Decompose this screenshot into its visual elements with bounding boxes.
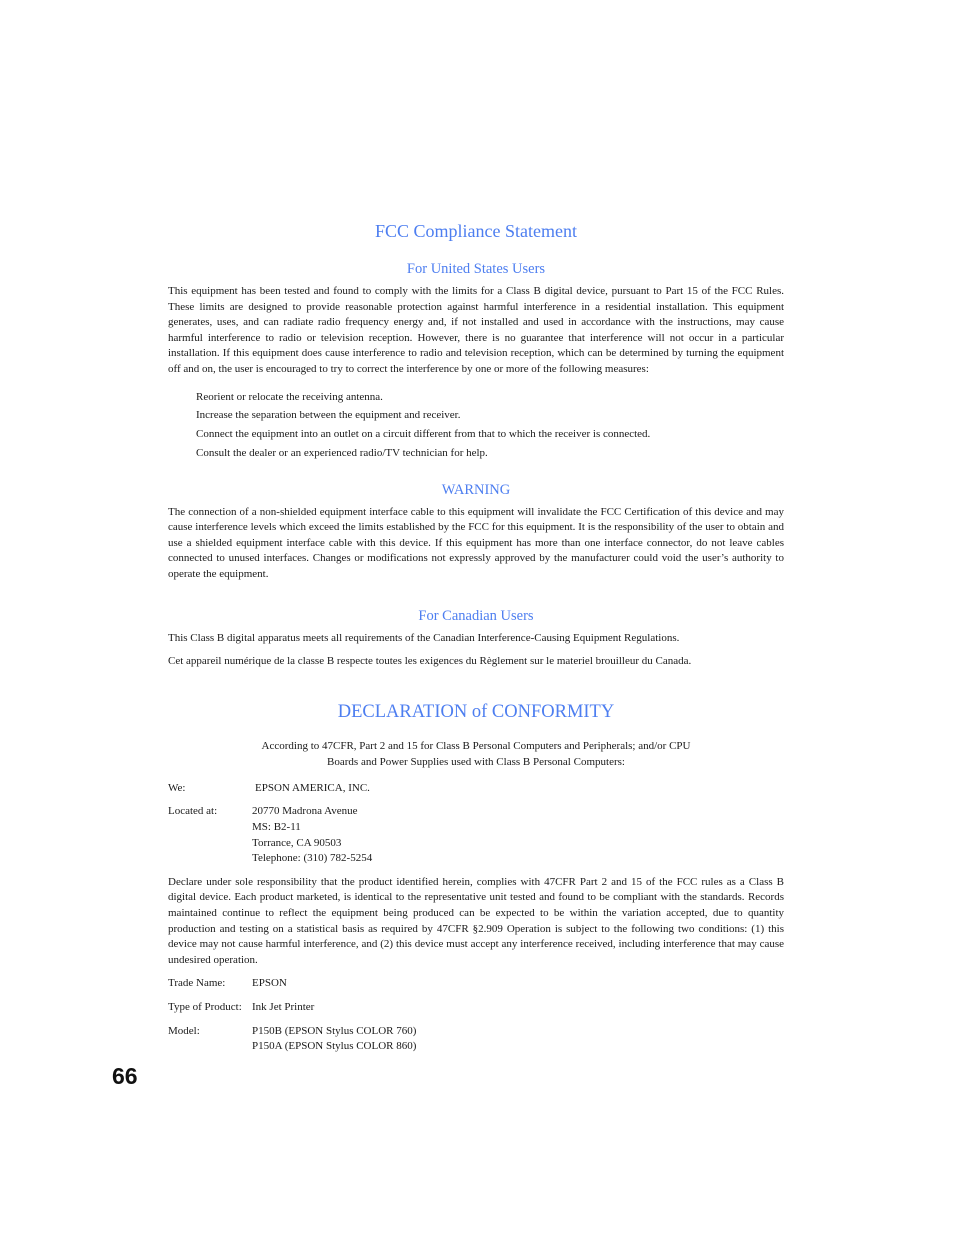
we-value: EPSON AMERICA, INC. [255,781,370,794]
model-list [252,1024,416,1055]
canadian-paragraph-en: This Class B digital apparatus meets all requirements of the Canadian Interference-Causing Equipment Regulations. [168,631,680,644]
declaration-intro-line2: Boards and Power Supplies used with Class B Personal Computers: [327,755,625,768]
trade-name-value: EPSON [252,977,287,990]
address-line: MS: B2-11 [252,820,301,833]
address-line: 20770 Madrona Avenue [252,805,358,818]
us-users-paragraph: This equipment has been tested and found to comply with the limits for a Class B digital device, pursuant to Part 15 of the FCC Rules. These limits are designed to provide reasonable protection against harmful interference in a residential installation. This equipment generates, uses, and can radiate radio frequency energy and, if not installed and used in accordance with the instructions, may cause harmful interference to radio or television reception. However, there is no guarantee that interference will not occur in a particular installation. If this equipment does cause interference to radio and television reception, which can be determined by turning the equipment off and on, the user is encouraged to try to correct the interference by one or more of the following measures: [168,285,784,375]
trade-name-row [168,976,784,992]
list-item: Connect the equipment into an outlet on a circuit different from that to which the receiver is connected. [196,427,651,440]
page-number: 66 [112,1063,138,1089]
canadian-paragraph-fr: Cet appareil numérique de la classe B respecte toutes les exigences du Règlement sur le materiel brouilleur du Canada. [168,655,692,668]
product-type-row [168,1000,784,1016]
located-row [168,804,784,866]
model-row [168,1024,784,1055]
fcc-title: FCC Compliance Statement [375,221,577,241]
product-type-label: Type of Product: [168,1000,242,1013]
we-label: We: [168,781,186,794]
measures-list [196,390,784,461]
declaration-intro-line1: According to 47CFR, Part 2 and 15 for Class B Personal Computers and Peripherals; and/or CPU [261,739,691,752]
declaration-intro [168,738,784,770]
us-users-heading: For United States Users [406,261,546,277]
list-item: Increase the separation between the equipment and receiver. [196,409,461,422]
model-item: P150B (EPSON Stylus COLOR 760) [252,1024,417,1037]
list-item: Reorient or relocate the receiving antenna. [196,390,383,403]
warning-paragraph: The connection of a non-shielded equipment interface cable to this equipment will invalidate the FCC Certification of this device and may cause interference levels which exceed the limits established by the FCC for this equipment. It is the responsibility of the user to obtain and use a shielded equipment interface cable with this device. If this equipment has more than one interface connector, do not leave cables connected to unused interfaces. Changes or modifications not expressly approved by the manufacturer could void the user’s authority to operate the equipment. [168,505,784,580]
address-line: Telephone: (310) 782-5254 [252,852,373,865]
declaration-title: DECLARATION of CONFORMITY [337,701,615,722]
canadian-users-heading: For Canadian Users [418,607,534,624]
address-line: Torrance, CA 90503 [252,836,342,849]
address-block [252,804,372,866]
we-row [168,781,784,797]
model-item: P150A (EPSON Stylus COLOR 860) [252,1040,417,1053]
warning-heading: WARNING [441,481,511,498]
page-content [168,219,784,1063]
model-label: Model: [168,1024,200,1037]
list-item: Consult the dealer or an experienced radio/TV technician for help. [196,446,488,459]
trade-name-label: Trade Name: [168,977,226,990]
located-label: Located at: [168,805,218,818]
product-type-value: Ink Jet Printer [252,1000,315,1013]
declaration-statement: Declare under sole responsibility that the product identified herein, complies with 47CFR Part 2 and 15 of the FCC rules as a Class B digital device. Each product marketed, is identical to the representative unit tested and found to be compliant with the standards. Records maintained continue to reflect the equipment being produced can be expected to be within the variation accepted, due to quantity production and testing on a statistical basis as required by 47CFR §2.909 Operation is subject to the following two conditions: (1) this device may not cause harmful interference, and (2) this device must accept any interference received, including interference that may cause undesired operation. [168,875,784,966]
